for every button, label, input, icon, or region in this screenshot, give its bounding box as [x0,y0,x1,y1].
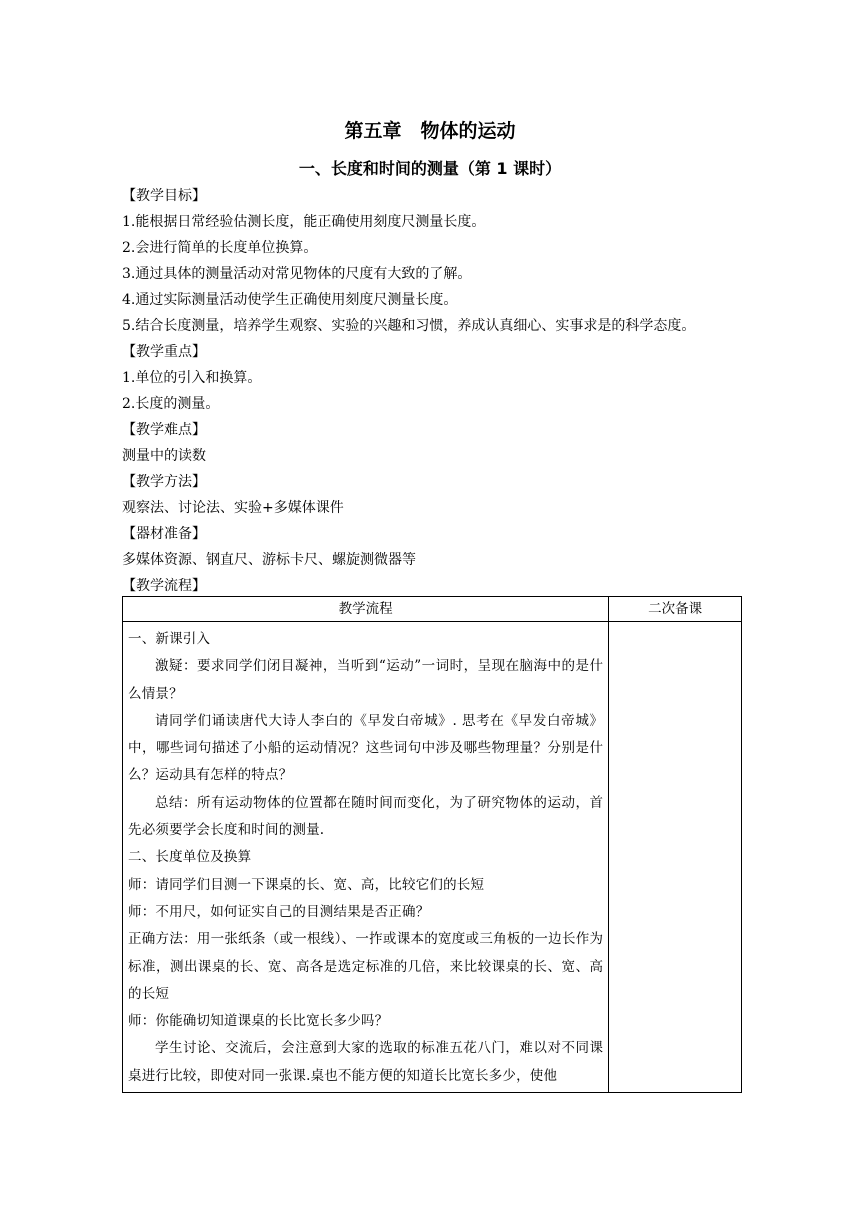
process-paragraph: 请同学们诵读唐代大诗人李白的《早发白帝城》. 思考在《早发白帝城》中，哪些词句描述了小船的运动情况？这些词句中涉及哪些物理量？分别是什么？运动具有怎样的特点？ [128,712,604,784]
keypoint-item: 2.长度的测量。 [122,396,220,412]
chapter-title: 第五章 物体的运动 [344,120,516,142]
difficulty-heading: 【教学难点】 [122,422,206,438]
keypoints-heading: 【教学重点】 [122,344,206,360]
table-header-side: 二次备课 [609,597,742,622]
keypoint-item: 1.单位的引入和换算。 [122,370,262,386]
process-paragraph: 总结：所有运动物体的位置都在随时间而变化，为了研究物体的运动，首先必须要学会长度和时间的测量. [128,794,604,839]
table-row [123,622,742,1093]
process-paragraph: 师：不用尺，如何证实自己的目测结果是否正确？ [128,903,430,920]
process-paragraph: 师：请同学们目测一下课桌的长、宽、高，比较它们的长短 [128,876,485,893]
methods-text: 观察法、讨论法、实验+多媒体课件 [122,500,344,516]
process-paragraph: 激疑：要求同学们闭目凝神，当听到“运动”一词时，呈现在脑海中的是什么情景？ [128,658,604,702]
goal-item: 2.会进行简单的长度单位换算。 [122,240,318,256]
goal-item: 4.通过实际测量活动使学生正确使用刻度尺测量长度。 [122,292,458,308]
equipment-text: 多媒体资源、钢直尺、游标卡尺、螺旋测微器等 [122,552,416,568]
difficulty-text: 测量中的读数 [122,448,206,464]
teaching-process-table [122,596,742,1093]
process-heading: 【教学流程】 [122,578,206,594]
table-header-main: 教学流程 [123,597,609,622]
goal-item: 3.通过具体的测量活动对常见物体的尺度有大致的了解。 [122,266,472,282]
notes-cell [609,622,742,1093]
equipment-heading: 【器材准备】 [122,526,206,542]
goals-heading: 【教学目标】 [122,188,206,204]
table-header-row [123,597,742,622]
process-paragraphs [123,622,608,1092]
process-paragraph: 正确方法：用一张纸条（或一根线）、一拃或课本的宽度或三角板的一边长作为标准，测出课桌的长、宽、高各是选定标准的几倍，来比较课桌的长、宽、高的长短 [128,931,604,1002]
process-paragraph: 二、长度单位及换算 [128,849,252,866]
process-paragraph: 一、新课引入 [128,631,211,647]
goal-item: 5.结合长度测量，培养学生观察、实验的兴趣和习惯，养成认真细心、实事求是的科学态度。 [122,318,696,334]
lesson-plan-body [122,183,747,599]
process-paragraph: 师：你能确切知道课桌的长比宽长多少吗？ [128,1013,389,1030]
goal-item: 1.能根据日常经验估测长度，能正确使用刻度尺测量长度。 [122,214,486,230]
process-paragraph: 学生讨论、交流后，会注意到大家的选取的标准五花八门，难以对不同课桌进行比较，即使对同一张课.桌也不能方便的知道长比宽长多少，使他 [128,1040,604,1084]
lesson-title: 一、长度和时间的测量（第 1 课时） [298,159,562,178]
process-cell [123,622,609,1093]
methods-heading: 【教学方法】 [122,474,206,490]
